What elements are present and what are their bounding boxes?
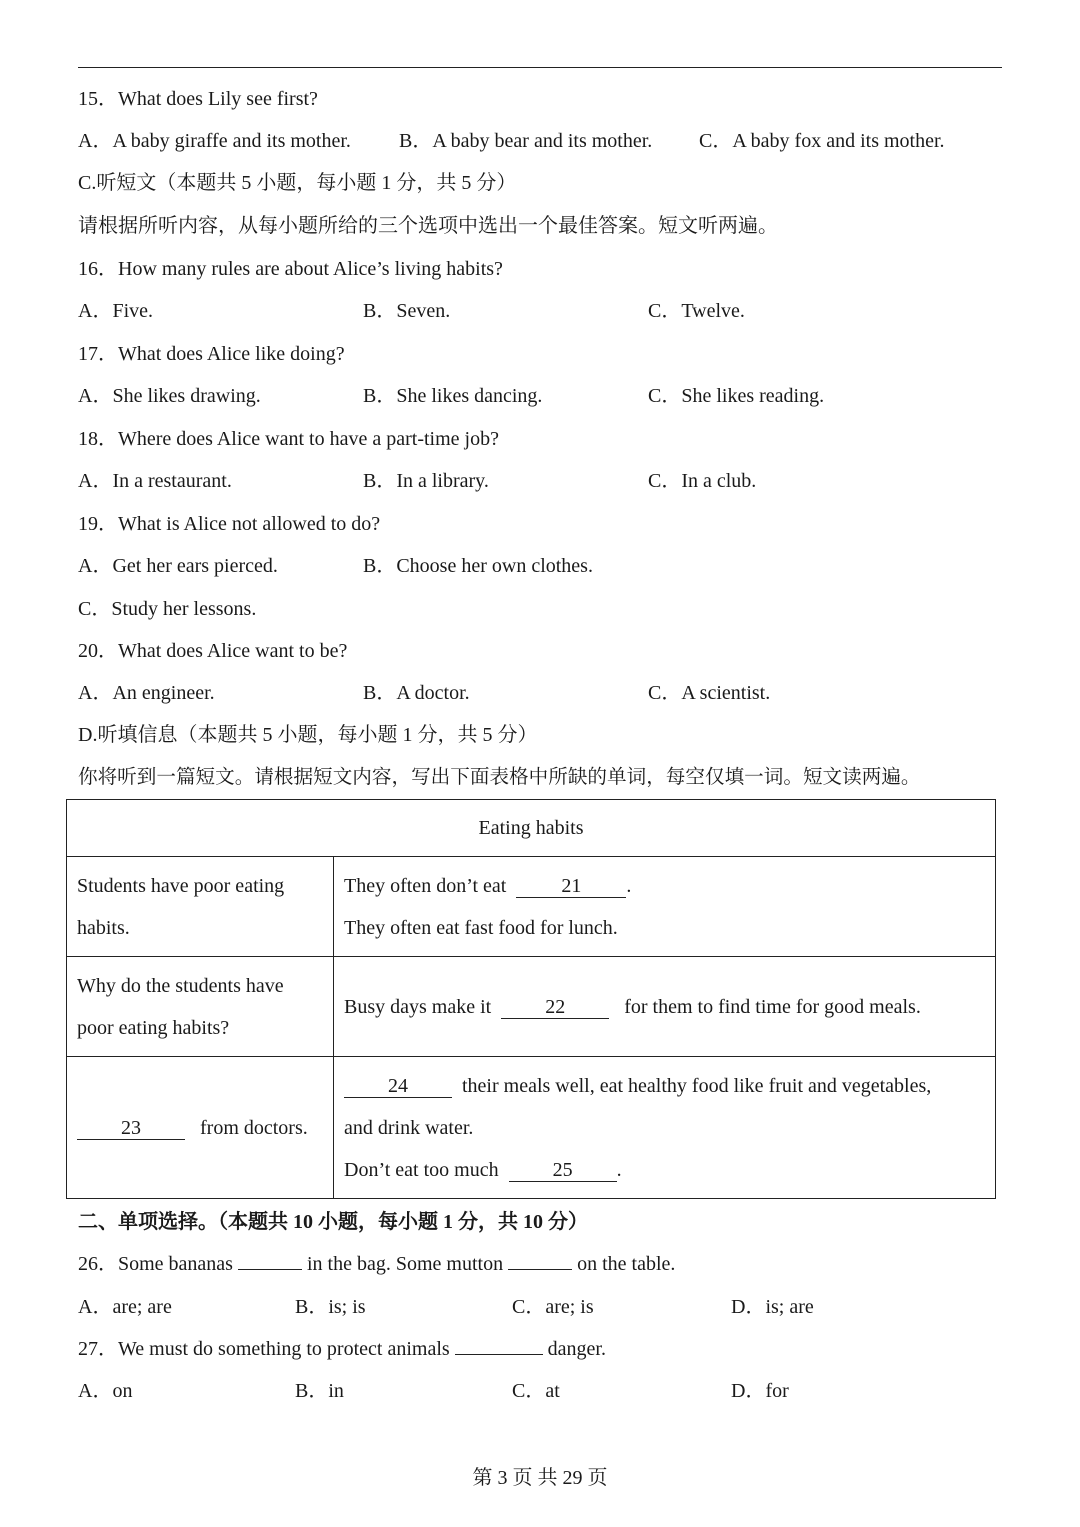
q26-option-a: A．are; are xyxy=(78,1296,172,1318)
section-c-instruction: 请根据所听内容，从每小题所给的三个选项中选出一个最佳答案。短文听两遍。 xyxy=(78,215,778,237)
q18-stem: 18．Where does Alice want to have a part-time job? xyxy=(78,428,499,450)
row2-left-line1: Why do the students have xyxy=(77,974,284,997)
q27-option-d: D．for xyxy=(731,1380,789,1402)
part2-title: 二、单项选择。（本题共 10 小题，每小题 1 分，共 10 分） xyxy=(78,1211,588,1233)
section-d-title: D.听填信息（本题共 5 小题，每小题 1 分，共 5 分） xyxy=(78,724,538,746)
q26-option-d: D．is; are xyxy=(731,1296,814,1318)
q27-option-a: A．on xyxy=(78,1380,133,1402)
q27-blank[interactable] xyxy=(455,1354,543,1355)
q26-blank-2[interactable] xyxy=(508,1269,572,1270)
q27-option-b: B．in xyxy=(295,1380,344,1402)
row3-right-cell xyxy=(334,1057,996,1199)
q17-option-b: B．She likes dancing. xyxy=(363,385,543,407)
blank-21[interactable]: 21 xyxy=(516,875,626,898)
row3-right-line1-post: their meals well, eat healthy food like fruit and vegetables, xyxy=(462,1074,932,1097)
q27-option-c: C．at xyxy=(512,1380,560,1402)
page-number: 第 3 页 共 29 页 xyxy=(472,1467,608,1489)
row1-left-cell xyxy=(67,857,334,957)
q20-option-b: B．A doctor. xyxy=(363,682,470,704)
q15-option-c: C．A baby fox and its mother. xyxy=(699,130,945,152)
q20-option-c: C．A scientist. xyxy=(648,682,771,704)
row2-left-line2: poor eating habits? xyxy=(77,1016,230,1039)
q17-option-c: C．She likes reading. xyxy=(648,385,825,407)
q17-stem: 17．What does Alice like doing? xyxy=(78,343,345,365)
q19-option-c: C．Study her lessons. xyxy=(78,598,257,620)
q16-stem: 16．How many rules are about Alice’s living habits? xyxy=(78,258,503,280)
q15-option-b: B．A baby bear and its mother. xyxy=(399,130,653,152)
q26-blank-1[interactable] xyxy=(238,1269,302,1270)
q18-option-c: C．In a club. xyxy=(648,470,757,492)
q26-stem xyxy=(78,1251,675,1277)
row1-right-line2: They often eat fast food for lunch. xyxy=(344,916,618,939)
q20-option-a: A．An engineer. xyxy=(78,682,215,704)
q16-option-a: A．Five. xyxy=(78,300,153,322)
blank-22[interactable]: 22 xyxy=(501,996,609,1019)
section-d-instruction: 你将听到一篇短文。请根据短文内容，写出下面表格中所缺的单词，每空仅填一词。短文读两遍。 xyxy=(78,767,921,788)
row1-right-cell xyxy=(334,857,996,957)
blank-24[interactable]: 24 xyxy=(344,1075,452,1098)
q26-stem-a: 26．Some bananas xyxy=(78,1253,233,1275)
q26-option-b: B．is; is xyxy=(295,1296,366,1318)
row3-right-line2: and drink water. xyxy=(344,1116,474,1139)
row1-right-post: . xyxy=(626,874,632,897)
row1-right-line1 xyxy=(344,865,985,907)
blank-23[interactable]: 23 xyxy=(77,1117,185,1140)
q20-stem: 20．What does Alice want to be? xyxy=(78,640,348,662)
row3-right-line3 xyxy=(344,1149,985,1191)
row3-left-cell xyxy=(67,1057,334,1199)
section-c-title: C.听短文（本题共 5 小题，每小题 1 分，共 5 分） xyxy=(78,172,517,194)
q17-option-a: A．She likes drawing. xyxy=(78,385,261,407)
q19-option-a: A．Get her ears pierced. xyxy=(78,555,278,577)
q15-stem: 15．What does Lily see first? xyxy=(78,88,318,110)
q18-option-b: B．In a library. xyxy=(363,470,489,492)
q27-stem-a: 27．We must do something to protect animals xyxy=(78,1338,450,1360)
row3-left-line xyxy=(77,1107,323,1149)
q16-option-b: B．Seven. xyxy=(363,300,451,322)
q18-option-a: A．In a restaurant. xyxy=(78,470,232,492)
table-header: Eating habits xyxy=(67,800,996,857)
row2-left-cell xyxy=(67,957,334,1057)
q15-option-a: A．A baby giraffe and its mother. xyxy=(78,130,351,152)
row2-right-pre: Busy days make it xyxy=(344,995,492,1018)
row1-left-line2: habits. xyxy=(77,916,130,939)
q27-stem xyxy=(78,1336,606,1362)
q26-stem-b: in the bag. Some mutton xyxy=(306,1253,504,1275)
row1-right-pre: They often don’t eat xyxy=(344,874,507,897)
row2-right-post: for them to find time for good meals. xyxy=(624,995,921,1018)
row2-right-line xyxy=(344,986,985,1028)
q26-option-c: C．are; is xyxy=(512,1296,594,1318)
row3-left-post: from doctors. xyxy=(200,1116,308,1139)
row3-right-line1 xyxy=(344,1065,985,1107)
eating-habits-table xyxy=(66,799,996,1199)
row3-right-line3-post: . xyxy=(616,1158,622,1181)
row3-right-line3-pre: Don’t eat too much xyxy=(344,1158,499,1181)
row2-right-cell xyxy=(334,957,996,1057)
blank-25[interactable]: 25 xyxy=(509,1159,617,1182)
row1-left-line1: Students have poor eating xyxy=(77,874,285,897)
q19-option-b: B．Choose her own clothes. xyxy=(363,555,593,577)
q27-stem-b: danger. xyxy=(547,1338,606,1360)
q26-stem-c: on the table. xyxy=(577,1253,676,1275)
q19-stem: 19．What is Alice not allowed to do? xyxy=(78,513,381,535)
top-rule xyxy=(78,67,1002,68)
q16-option-c: C．Twelve. xyxy=(648,300,745,322)
